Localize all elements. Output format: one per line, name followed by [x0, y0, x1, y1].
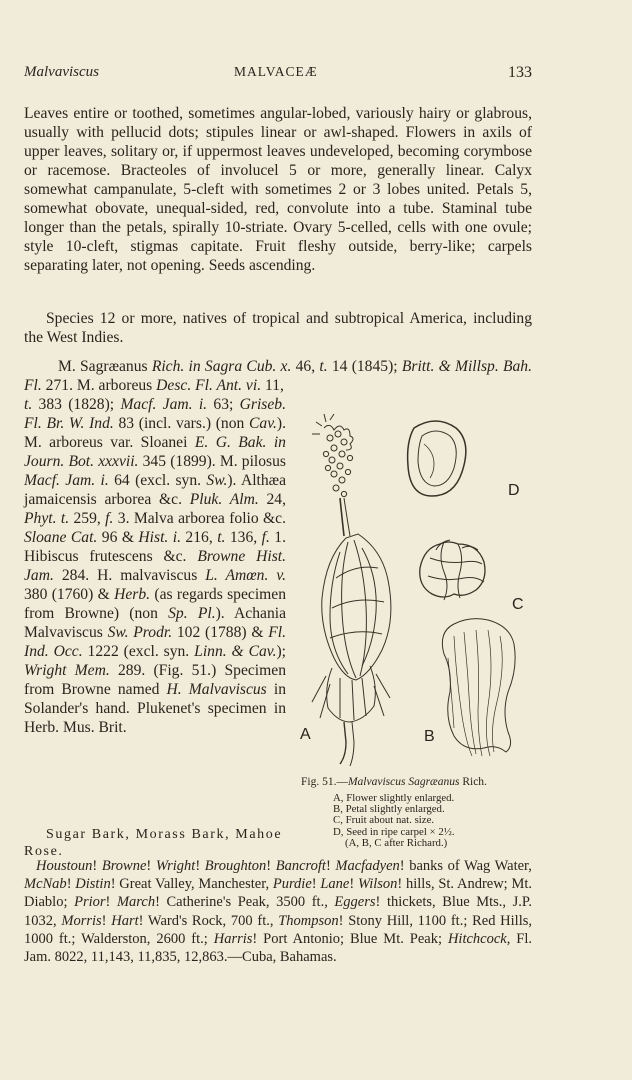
locality-run: Macfadyen — [335, 858, 400, 874]
caption-line: D, Seed in ripe carpel × 2½. — [333, 825, 455, 838]
locality-run: Browne — [101, 858, 147, 874]
locality-run: ! — [266, 858, 276, 874]
synonymy-run: Wright Mem. — [24, 662, 110, 679]
petal-illustration — [442, 619, 515, 756]
synonymy-run: 259, — [69, 510, 106, 527]
caption-author: Rich. — [459, 776, 487, 788]
synonymy-run: Griseb. Fl. Br. W. Ind. — [24, 396, 286, 432]
locality-run: Bancroft — [275, 858, 326, 874]
locality-run: , Fl. Jam. 8022, 11,143, 11,835, 12,863.—Cuba, Bahamas. — [24, 930, 532, 966]
synonymy-run: ). M. arboreus var. Sloanei — [24, 415, 286, 451]
locality-run: ! hills, St. Andrew; Mt. Diablo; — [24, 876, 532, 911]
genus-description: Leaves entire or toothed, sometimes angular-lobed, variously hairy or glabrous, usually with pellucid dots; stipules linear or awl-shaped. Flowers in axils of upper leaves, solitary or, if uppermost leaves undeveloped, becoming corymbose or racemose. Bracteoles of involucel 5 or more, generally linear. Calyx somewhat campanulate, 5-cleft with sometimes 2 or 3 lobes united. Petals 5, somewhat obovate, unequal-sided, red, convolute into a tube. Staminal tube longer than the petals, spirally 10-striate. Ovary 5-celled, cells with one ovule; style 10-cleft, stigmas capitate. Fruit fleshy outside, berry-like; carpels separating later, not opening. Seeds ascending. — [24, 105, 532, 274]
figure-label-c: C — [512, 596, 524, 613]
species-syn-1: M. arboreus — [76, 377, 153, 394]
synonymy-run: 1. Hibiscus frutescens &c. — [24, 529, 287, 565]
locality-run: Harris — [213, 930, 253, 947]
locality-run: ! Great Valley, Manchester, — [110, 876, 273, 893]
synonymy-run: L. Amœn. v. — [205, 567, 286, 584]
synonymy-run: H. Malvaviscus — [166, 681, 267, 698]
synonymy-run: Macf. Jam. i. — [120, 396, 208, 413]
locality-run: Hart — [111, 912, 139, 929]
caption-line: A, Flower slightly enlarged. — [333, 792, 455, 804]
species-ref-1-detail: 46, — [295, 358, 316, 375]
synonymy-run: Browne Hist. Jam. — [24, 548, 286, 584]
synonymy-run: (as regards specimen from Browne) (non — [24, 586, 286, 622]
synonymy-run: 380 (1760) & — [24, 586, 115, 603]
synonymy-run: f. — [105, 510, 114, 527]
synonymy-run: 3. Malva arborea folio &c. — [113, 510, 286, 527]
locality-run: Wilson — [357, 876, 398, 893]
locality-run: March — [116, 894, 156, 911]
caption-prefix: Fig. 51.— — [301, 776, 348, 788]
synonymy-run: 1222 (excl. syn. — [82, 643, 195, 660]
figure-label-d: D — [508, 482, 520, 499]
figure-label-b: B — [424, 728, 435, 745]
synonymy-run: Sp. Pl. — [168, 605, 216, 622]
locality-run: ! thickets, Blue Mts., J.P. 1032, — [24, 894, 532, 929]
locality-run: Hitchcock — [447, 930, 507, 947]
species-ref-3-num: 11, — [265, 377, 284, 394]
header-family: MALVACEÆ — [234, 64, 318, 79]
synonymy-run: ); — [276, 643, 287, 660]
caption-species: Malvaviscus Sagræanus — [347, 776, 460, 788]
synonymy-run: Herb. — [114, 586, 151, 603]
species-ref-2: Britt. & Millsp. Bah. Fl. — [24, 358, 532, 394]
synonymy-run: Pluk. Alm. — [189, 491, 259, 508]
synonymy-run: t. — [24, 396, 33, 413]
common-names: Sugar Bark, Morass Bark, Mahoe Rose. — [24, 827, 283, 859]
localities — [24, 857, 532, 966]
synonymy-run: 102 (1788) & — [172, 624, 269, 641]
synonymy-run: in Solander's hand. Plukenet's specimen in Herb. Mus. Brit. — [24, 681, 286, 736]
synonymy-run: Sw. — [206, 472, 228, 489]
synonymy-run: ). Achania Malvaviscus — [24, 605, 286, 641]
locality-run: Eggers — [334, 894, 376, 911]
locality-run: ! Stony Hill, 1100 ft.; Red Hills, 1000 ft.; Walderston, 2600 ft.; — [24, 912, 532, 947]
figure-illustration — [296, 408, 536, 778]
caption-line: (A, B, C after Richard.) — [345, 836, 448, 849]
locality-run: Morris — [61, 912, 102, 929]
species-ref-1: Rich. in Sagra Cub. x. — [151, 358, 292, 375]
locality-run: Purdie — [272, 876, 312, 893]
synonymy-run: 383 (1828); — [32, 396, 121, 413]
figure-51 — [296, 408, 536, 778]
synonymy-run: Linn. & Cav. — [194, 643, 277, 660]
flower-corolla — [322, 534, 391, 680]
flower-calyx — [312, 666, 390, 766]
synonymy-run: 83 (incl. vars.) (non — [113, 415, 250, 432]
running-header — [24, 64, 532, 86]
locality-run: ! Port Antonio; Blue Mt. Peak; — [252, 930, 448, 947]
locality-run: Houstoun — [36, 858, 93, 874]
locality-run: ! — [195, 858, 205, 874]
locality-run: ! — [92, 858, 102, 874]
synonymy-run: Sloane Cat. — [24, 529, 98, 546]
caption-line: C, Fruit about nat. size. — [333, 814, 435, 827]
locality-run: Wright — [155, 858, 196, 874]
locality-run: Distin — [75, 876, 111, 893]
synonymy-run: 216, — [180, 529, 218, 546]
locality-run: ! Ward's Rock, 700 ft., — [138, 912, 279, 929]
seed-illustration — [408, 421, 466, 496]
figure-caption-title — [301, 775, 535, 789]
figure-caption-legend — [333, 793, 533, 849]
locality-run: Lane — [320, 876, 350, 893]
synonymy-run: Hist. i. — [138, 529, 181, 546]
species-name: M. Sagræanus — [58, 358, 148, 375]
synonymy-run: 136, — [225, 529, 262, 546]
synonymy-run: E. G. Bak. in Journ. Bot. xxxvii. — [24, 434, 286, 470]
fruit-illustration — [420, 540, 485, 600]
species-ref-3: Desc. Fl. Ant. vi. — [156, 377, 262, 394]
locality-run: ! — [349, 876, 358, 893]
locality-run: Broughton — [204, 858, 267, 874]
locality-run: ! — [146, 858, 156, 874]
locality-run: ! — [66, 876, 76, 893]
species-ref-1-num: 14 (1845); — [331, 358, 398, 375]
synonymy-run: Cav. — [249, 415, 277, 432]
locality-run: Prior — [74, 894, 106, 911]
synonymy-run: 63; — [207, 396, 240, 413]
synonymy-run: 96 & — [97, 529, 139, 546]
species-ref-1-plate: t. — [319, 358, 328, 375]
page-number: 133 — [508, 64, 532, 81]
synonymy-run: Macf. Jam. i. — [24, 472, 109, 489]
synonymy-run: Sw. Prodr. — [107, 624, 173, 641]
flower-stamens — [312, 414, 353, 536]
synonymy-run: 64 (excl. syn. — [108, 472, 207, 489]
species-heading — [24, 357, 532, 395]
species-synonymy — [24, 395, 286, 737]
synonymy-run: f. — [261, 529, 270, 546]
synonymy-run: 24, — [258, 491, 286, 508]
caption-line: B, Petal slightly enlarged. — [333, 803, 445, 816]
synonymy-run: 289. (Fig. 51.) Specimen from Browne named — [24, 662, 286, 698]
header-genus: Malvaviscus — [24, 64, 99, 80]
locality-run: ! — [105, 894, 117, 911]
synonymy-run: Fl. Ind. Occ. — [24, 624, 286, 660]
synonymy-run: 284. H. malvaviscus — [53, 567, 206, 584]
locality-run: ! banks of Wag Water, — [399, 858, 532, 874]
locality-run: ! Catherine's Peak, 3500 ft., — [155, 894, 335, 911]
synonymy-run: t. — [217, 529, 226, 546]
locality-run: ! — [101, 912, 112, 929]
locality-run: ! — [325, 858, 336, 874]
species-count: Species 12 or more, natives of tropical and subtropical America, including the West Indies. — [24, 310, 532, 346]
synonymy-run: 345 (1899). M. pilosus — [138, 453, 286, 470]
locality-run: McNab — [24, 876, 67, 893]
locality-run: ! — [311, 876, 321, 893]
synonymy-run: Phyt. t. — [24, 510, 70, 527]
species-ref-2-num: 271. — [45, 377, 73, 394]
locality-run: Thompson — [278, 912, 339, 929]
synonymy-run: ). Althæa jamaicensis arborea &c. — [24, 472, 286, 508]
figure-label-a: A — [300, 726, 311, 743]
